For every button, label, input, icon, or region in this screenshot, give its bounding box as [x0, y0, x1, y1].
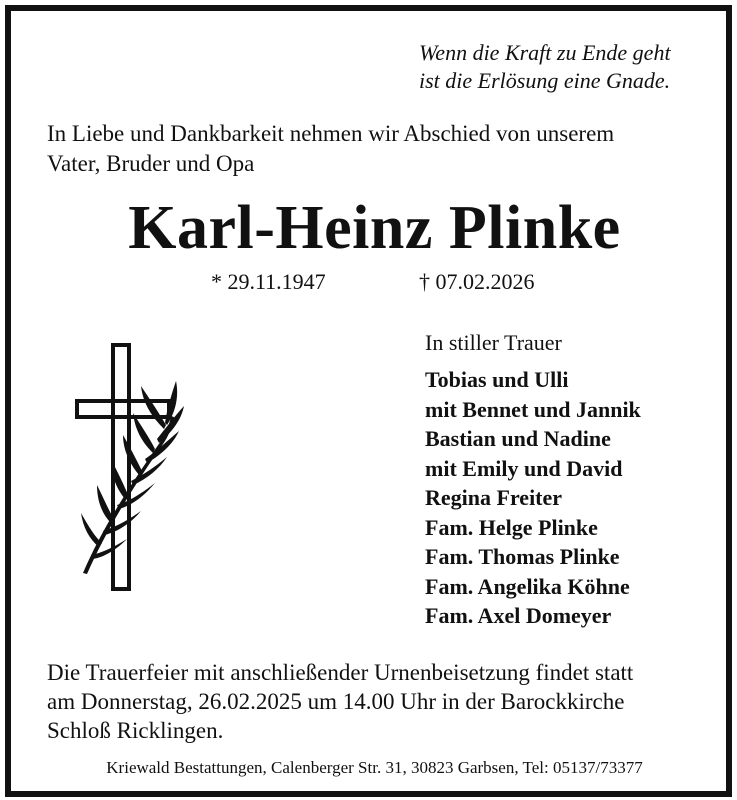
service-announcement [47, 658, 727, 745]
funeral-home-footer: Kriewald Bestattungen, Calenberger Str. 31, 30823 Garbsen, Tel: 05137/73377 [106, 758, 643, 777]
service-line-3: Schloß Ricklingen. [47, 718, 224, 743]
motto-line-1: Wenn die Kraft zu Ende geht [419, 40, 671, 65]
obituary-frame [5, 5, 732, 797]
intro-line-2: Vater, Bruder und Opa [47, 151, 255, 176]
list-item: Bastian und Nadine [425, 426, 611, 451]
mourning-heading: In stiller Trauer [425, 330, 562, 355]
mourners-list [425, 365, 641, 631]
service-line-1: Die Trauerfeier mit anschließender Urnenbeisetzung findet statt [47, 660, 634, 685]
birth-date: * 29.11.1947 [211, 269, 326, 294]
cross-with-palm-branch-icon [71, 341, 186, 596]
list-item: Fam. Angelika Köhne [425, 573, 630, 599]
list-item: Fam. Helge Plinke [425, 514, 598, 540]
list-item: Fam. Axel Domeyer [425, 603, 612, 628]
list-item: Regina Freiter [425, 485, 563, 510]
intro-line-1: In Liebe und Dankbarkeit nehmen wir Abschied von unserem [47, 121, 615, 146]
service-line-2: am Donnerstag, 26.02.2025 um 14.00 Uhr in der Barockkirche [47, 689, 625, 714]
list-item: Fam. Thomas Plinke [425, 544, 620, 569]
motto-line-2: ist die Erlösung eine Gnade. [419, 68, 671, 93]
motto-quote [419, 39, 719, 95]
death-date: † 07.02.2026 [419, 269, 535, 294]
list-item: Tobias und Ulli [425, 367, 569, 392]
list-item: mit Emily und David [425, 455, 623, 481]
list-item: mit Bennet und Jannik [425, 396, 641, 422]
intro-text [47, 119, 707, 179]
deceased-name: Karl-Heinz Plinke [128, 194, 621, 262]
